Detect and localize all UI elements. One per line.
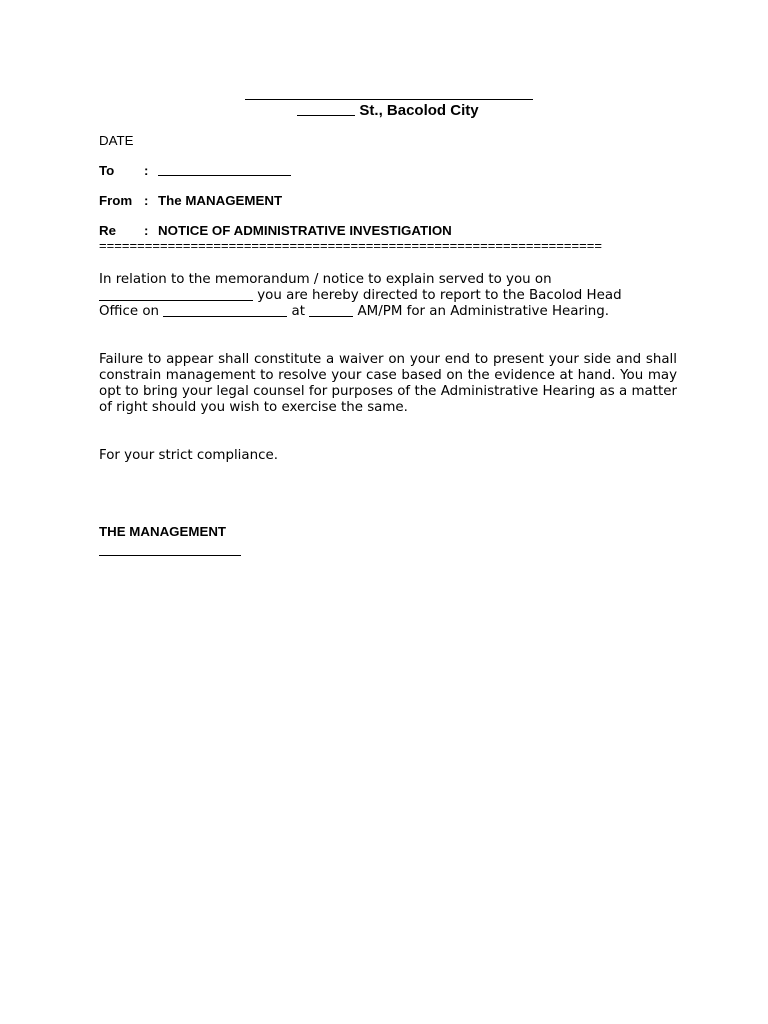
separator-line: ================================================================== bbox=[99, 239, 603, 253]
p1-text-e: AM/PM for an Administrative Hearing. bbox=[353, 304, 609, 319]
paragraph-2: Failure to appear shall constitute a waiver on your end to present your side and shall constrain management to resolve your case based on the evidence at hand. You may opt to bring your legal counsel for purposes of the Administrative Hearing as a matter of right should you wish to exercise the same. bbox=[99, 352, 677, 415]
street-blank-line bbox=[297, 101, 355, 116]
p1-text-c: Office on bbox=[99, 304, 164, 319]
to-blank-line bbox=[158, 163, 291, 176]
paragraph-1 bbox=[99, 272, 677, 320]
hearing-time-blank bbox=[309, 304, 353, 317]
hearing-date-blank bbox=[163, 304, 287, 317]
to-label: To bbox=[99, 163, 115, 178]
from-colon: : bbox=[144, 193, 149, 208]
paragraph-3: For your strict compliance. bbox=[99, 448, 278, 463]
re-value: NOTICE OF ADMINISTRATIVE INVESTIGATION bbox=[158, 223, 452, 238]
address-suffix: St., Bacolod City bbox=[359, 102, 479, 119]
p1-text-b: you are hereby directed to report to the Bacolod Head bbox=[253, 288, 622, 303]
to-row bbox=[99, 163, 291, 179]
p1-text-a: In relation to the memorandum / notice to explain served to you on bbox=[99, 272, 552, 287]
re-label: Re bbox=[99, 223, 116, 238]
address-header bbox=[0, 101, 768, 120]
company-name-blank-line bbox=[245, 99, 533, 100]
signature-blank-line bbox=[99, 555, 241, 556]
p1-text-d: at bbox=[287, 304, 310, 319]
date-label: DATE bbox=[99, 133, 134, 148]
from-label: From bbox=[99, 193, 133, 208]
to-colon: : bbox=[144, 163, 149, 178]
served-date-blank bbox=[99, 288, 253, 301]
from-value: The MANAGEMENT bbox=[158, 193, 283, 208]
signature-name: THE MANAGEMENT bbox=[99, 524, 227, 539]
from-row bbox=[99, 193, 282, 209]
re-row bbox=[99, 223, 452, 239]
re-colon: : bbox=[144, 223, 149, 238]
